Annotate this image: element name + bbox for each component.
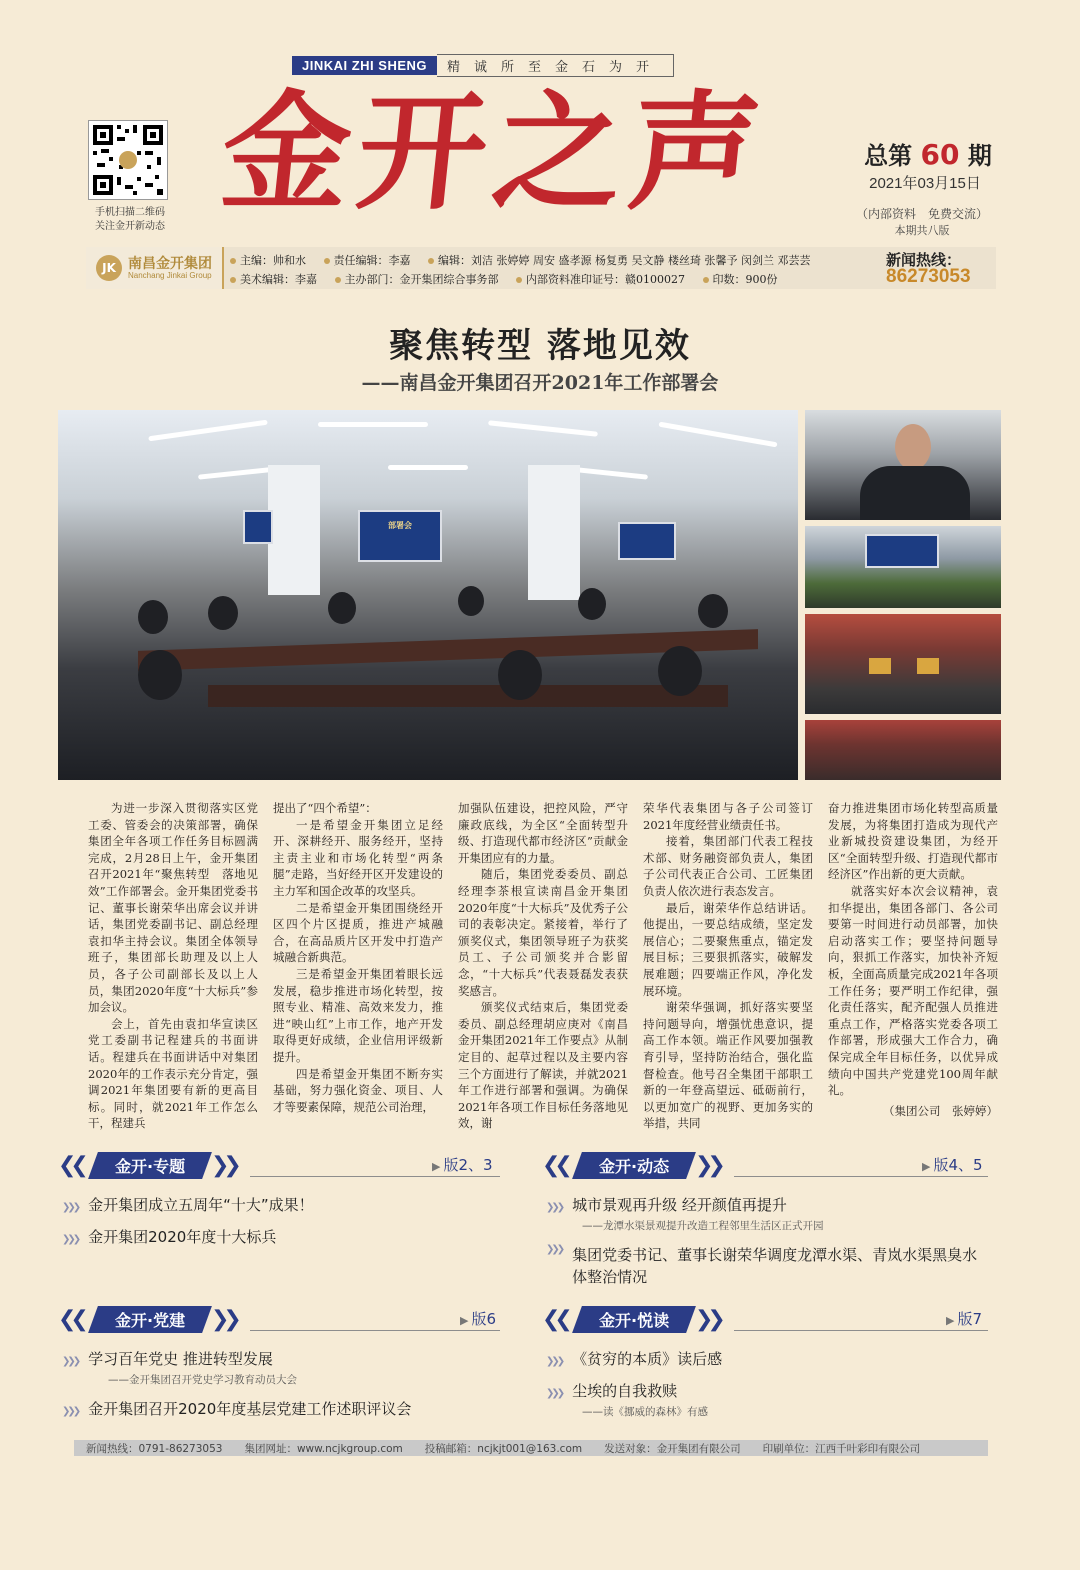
section-reading-title: 金开·悦读 bbox=[572, 1306, 696, 1333]
bullet-icon bbox=[230, 277, 236, 283]
article-paragraph: 就落实好本次会议精神，袁扣华提出，集团各部门、各公司要第一时间进行动员部署，加快启动落实工作；要坚持问题导向，狠抓工作落实，加快补齐短板，全面高质量完成2021年各项工作任务；要严明工作纪律，强化责任落实，配齐配强人员推进重点工作，严格落实党委各项工作部署，形成强大工作合力，确保完成全年目标任务，以优异成绩向中国共产党建党100周年献礼。 bbox=[828, 883, 998, 1098]
article-column-5 bbox=[828, 800, 998, 1130]
slogan-chinese: 精诚所至金石为开 bbox=[437, 54, 674, 77]
double-arrow-icon: ❯❯❯ bbox=[62, 1356, 79, 1367]
article-paragraph: 会上，首先由袁扣华宣读区党工委副书记程建兵的书面讲话。程建兵在书面讲话中对集团2020年的工作表示充分肯定，强调2021年集团要有新的更高目标。同时，就2021年工作怎么干，程建兵 bbox=[88, 1016, 258, 1131]
section-party-item-2[interactable]: ❯❯❯ 金开集团召开2020年度基层党建工作述职评议会 bbox=[62, 1400, 412, 1418]
staff-permit-number: 内部资料准印证号：赣0100027 bbox=[526, 273, 685, 286]
section-special-item-2[interactable]: ❯❯❯ 金开集团2020年度十大标兵 bbox=[62, 1228, 277, 1246]
section-party-title: 金开·党建 bbox=[88, 1306, 212, 1333]
article-column-3 bbox=[458, 800, 628, 1130]
section-special-pages[interactable]: ▶ 版2、3 bbox=[432, 1156, 493, 1174]
issue-count: 60 bbox=[920, 138, 960, 171]
issue-suffix: 期 bbox=[967, 142, 992, 170]
group-logo-icon: JK bbox=[96, 255, 122, 281]
footer-bar bbox=[74, 1440, 988, 1456]
pages-note: 本期共八版 bbox=[894, 224, 950, 237]
double-arrow-icon: ❯❯❯ bbox=[62, 1234, 79, 1245]
section-reading-item-1[interactable]: ❯❯❯ 《贫穷的本质》读后感 bbox=[546, 1350, 723, 1368]
double-arrow-icon: ❯❯❯ bbox=[546, 1244, 563, 1255]
double-arrow-icon: ❯❯❯ bbox=[62, 1406, 79, 1417]
section-news-pages[interactable]: ▶ 版4、5 bbox=[922, 1156, 983, 1174]
article-paragraph: 接着，集团部门代表工程技术部、财务融资部负责人，集团子公司代表正合公司、工匠集团负责人依次进行表态发言。 bbox=[643, 834, 813, 898]
article-paragraph: 最后，谢荣华作总结讲话。他提出，一要总结成绩，坚定发展信心；二要聚焦重点，锚定发展目标；三要狠抓落实，破解发展难题；四要端正作风，净化发展环境。 bbox=[643, 900, 813, 998]
section-news-item-2[interactable]: ❯❯❯ 集团党委书记、董事长谢荣华调度龙潭水渠、青岚水渠黑臭水体整治情况 bbox=[546, 1244, 978, 1286]
section-divider bbox=[734, 1176, 988, 1177]
page-arrow-icon: ▶ bbox=[460, 1314, 469, 1327]
group-logo bbox=[86, 247, 224, 289]
qr-code-icon bbox=[89, 121, 167, 199]
slogan-english: JINKAI ZHI SHENG bbox=[292, 56, 437, 75]
section-special-item-1[interactable]: ❯❯❯ 金开集团成立五周年“十大”成果！ bbox=[62, 1196, 314, 1214]
article-body bbox=[88, 800, 998, 1130]
hotline-label: 新闻热线： bbox=[886, 251, 962, 269]
article-paragraph: 奋力推进集团市场化转型高质量发展，为将集团打造成为现代产业新城投资建设集团，为经开区“全面转型升级、打造现代都市经济区”作出新的更大贡献。 bbox=[828, 801, 998, 882]
staff-row-1 bbox=[230, 252, 880, 268]
section-news-item-1[interactable]: ❯❯❯ 城市景观再升级 经开颜值再提升 bbox=[546, 1196, 787, 1214]
page-arrow-icon: ▶ bbox=[922, 1160, 931, 1173]
staff-art-editor: 美术编辑：李嘉 bbox=[240, 273, 317, 286]
article-paragraph: 提出了“四个希望”： bbox=[273, 801, 377, 815]
chevron-left-icon: ❮❮ bbox=[58, 1152, 83, 1178]
section-party-header bbox=[58, 1306, 236, 1332]
bullet-icon bbox=[428, 258, 434, 264]
article-column-4 bbox=[643, 800, 813, 1130]
footer-hotline: 新闻热线：0791-86273053 bbox=[86, 1442, 223, 1455]
article-paragraph: 加强队伍建设，把控风险，严守廉政底线，为全区“全面转型升级、打造现代都市经济区”贡献金开集团应有的力量。 bbox=[458, 801, 628, 865]
chevron-right-icon: ❯❯ bbox=[694, 1306, 720, 1332]
newspaper-title: 金开之声 bbox=[214, 78, 775, 228]
page-arrow-icon: ▶ bbox=[946, 1314, 955, 1327]
bullet-icon bbox=[335, 277, 341, 283]
section-news-item-1-sub: ——龙潭水渠景观提升改造工程邻里生活区正式开园 bbox=[582, 1220, 824, 1232]
section-special-header bbox=[58, 1152, 236, 1178]
qr-caption bbox=[80, 206, 180, 234]
section-divider bbox=[250, 1176, 500, 1177]
double-arrow-icon: ❯❯❯ bbox=[546, 1202, 563, 1213]
article-paragraph: 荣华代表集团与各子公司签订2021年度经营业绩责任书。 bbox=[643, 801, 813, 832]
chevron-left-icon: ❮❮ bbox=[542, 1152, 567, 1178]
section-party-pages[interactable]: ▶ 版6 bbox=[460, 1310, 497, 1328]
section-reading-header bbox=[542, 1306, 720, 1332]
section-news-title: 金开·动态 bbox=[572, 1152, 696, 1179]
footer-website[interactable]: 集团网址：www.ncjkgroup.com bbox=[244, 1442, 403, 1455]
article-paragraph: 二是希望金开集团围绕经开区四个片区提质，推进产城融合，在高品质片区开发中打造产城融合新典范。 bbox=[273, 900, 443, 965]
section-party-item-1[interactable]: ❯❯❯ 学习百年党史 推进转型发展 bbox=[62, 1350, 273, 1368]
staff-responsible-editor: 责任编辑：李嘉 bbox=[333, 254, 411, 267]
staff-print-count: 印数：900份 bbox=[712, 273, 778, 286]
qr-caption-line2: 关注金开新动态 bbox=[95, 221, 165, 232]
double-arrow-icon: ❯❯❯ bbox=[546, 1388, 563, 1399]
bullet-icon bbox=[516, 277, 522, 283]
article-column-1 bbox=[88, 800, 258, 1130]
bullet-icon bbox=[703, 277, 709, 283]
hotline-number: 86273053 bbox=[886, 266, 971, 287]
group-name: 南昌金开集团 bbox=[128, 255, 212, 272]
article-paragraph: 颁奖仪式结束后，集团党委委员、副总经理胡应庚对《南昌金开集团2021年工作要点》从制定目的、起草过程以及主要内容三个方面进行了解读，并就2021年工作进行部署和强调。为确保2021年各项工作目标任务落地见效，谢 bbox=[458, 1000, 628, 1131]
section-reading-item-2[interactable]: ❯❯❯ 尘埃的自我救赎 bbox=[546, 1382, 678, 1400]
qr-code bbox=[88, 120, 168, 200]
chevron-right-icon: ❯❯ bbox=[210, 1152, 236, 1178]
group-name-en: Nanchang Jinkai Group bbox=[128, 270, 212, 280]
bullet-icon bbox=[230, 258, 236, 264]
article-paragraph: 随后，集团党委委员、副总经理李茶根宣读南昌金开集团2020年度“十大标兵”及优秀子公司的表彰决定。紧接着，举行了颁奖仪式，集团领导班子为获奖员工、子公司颁奖并合影留念，“十大标兵”代表聂磊发表获奖感言。 bbox=[458, 867, 628, 998]
double-arrow-icon: ❯❯❯ bbox=[62, 1202, 79, 1213]
article-paragraph: 谢荣华强调，抓好落实要坚持问题导向，增强忧患意识，提高工作本领。端正作风要加强教育引导，坚持防治结合，强化监督检查。他号召全集团干部职工新的一年登高望远、砥砺前行，以更加宽广的视野、更加务实的举措，共同 bbox=[643, 1000, 813, 1131]
section-reading-item-2-sub: ——读《挪威的森林》有感 bbox=[582, 1406, 708, 1418]
section-divider bbox=[734, 1330, 988, 1331]
issue-number bbox=[858, 136, 998, 171]
award-ceremony-photo bbox=[805, 614, 1001, 714]
article-paragraph: 为进一步深入贯彻落实区党工委、管委会的决策部署，确保集团全年各项工作任务目标圆满完成，2月28日上午，金开集团召开2021年“聚焦转型 落地见效”工作部署会。金开集团党委书记、董事长谢荣华出席会议并讲话，集团党委副书记、副总经理袁扣华主持会议。集团全体领导班子，集团部长助理及以上人员，各子公司副部长及以上人员，集团2020年度“十大标兵”参加会议。 bbox=[88, 801, 258, 1015]
footer-printer: 印刷单位：江西千叶彩印有限公司 bbox=[762, 1442, 921, 1455]
article-paragraph: 三是希望金开集团着眼长远发展，稳步推进市场化转型，按照专业、精准、高效来发力，推进“映山红”上市工作，地产开发取得更好成绩，企业信用评级新提升。 bbox=[273, 966, 443, 1064]
section-special-title: 金开·专题 bbox=[88, 1152, 212, 1179]
section-divider bbox=[250, 1330, 500, 1331]
article-paragraph: 四是希望金开集团不断夯实基础，努力强化资金、项目、人才等要素保障，规范公司治理， bbox=[273, 1066, 443, 1114]
staff-row-2 bbox=[230, 271, 880, 287]
chevron-left-icon: ❮❮ bbox=[542, 1306, 567, 1332]
bullet-icon bbox=[324, 258, 330, 264]
slogan-bar bbox=[292, 55, 674, 75]
conference-stage-photo bbox=[805, 526, 1001, 608]
section-reading-pages[interactable]: ▶ 版7 bbox=[946, 1310, 983, 1328]
article-byline: （集团公司 张婷婷） bbox=[883, 1103, 998, 1118]
article-column-2 bbox=[273, 800, 443, 1130]
footer-recipient: 发送对象：金开集团有限公司 bbox=[604, 1442, 741, 1455]
issue-date: 2021年03月15日 bbox=[869, 175, 981, 192]
issue-prefix: 总第 bbox=[864, 142, 913, 170]
staff-sponsor-dept: 主办部门：金开集团综合事务部 bbox=[344, 273, 499, 286]
chevron-right-icon: ❯❯ bbox=[694, 1152, 720, 1178]
double-arrow-icon: ❯❯❯ bbox=[546, 1356, 563, 1367]
chevron-right-icon: ❯❯ bbox=[210, 1306, 236, 1332]
section-news-header bbox=[542, 1152, 720, 1178]
meeting-hall-photo bbox=[58, 410, 798, 780]
staff-editors: 编辑：刘洁 张婷婷 周安 盛孝源 杨复勇 吴文静 楼丝琦 张馨予 闵剑兰 邓芸芸 bbox=[438, 254, 811, 267]
group-photo bbox=[805, 720, 1001, 780]
article-paragraph: 一是希望金开集团立足经开、深耕经开、服务经开，坚持主责主业和市场化转型“两条腿”走路，当好经开区开发建设的主力军和国企改革的攻坚兵。 bbox=[273, 817, 443, 898]
staff-chief-editor: 主编：帅和水 bbox=[240, 254, 306, 267]
section-party-item-1-sub: ——金开集团召开党史学习教育动员大会 bbox=[108, 1374, 297, 1386]
footer-email[interactable]: 投稿邮箱：ncjkjt001@163.com bbox=[424, 1442, 583, 1455]
qr-caption-line1: 手机扫描二维码 bbox=[95, 207, 165, 218]
article-headline: 聚焦转型 落地见效 bbox=[389, 326, 691, 366]
article-subheadline: ——南昌金开集团召开2021年工作部署会 bbox=[361, 372, 719, 394]
chevron-left-icon: ❮❮ bbox=[58, 1306, 83, 1332]
speaker-photo bbox=[805, 410, 1001, 520]
screen-text: 部署会 bbox=[388, 521, 412, 530]
page-arrow-icon: ▶ bbox=[432, 1160, 441, 1173]
internal-note: （内部资料 免费交流） bbox=[855, 207, 988, 221]
